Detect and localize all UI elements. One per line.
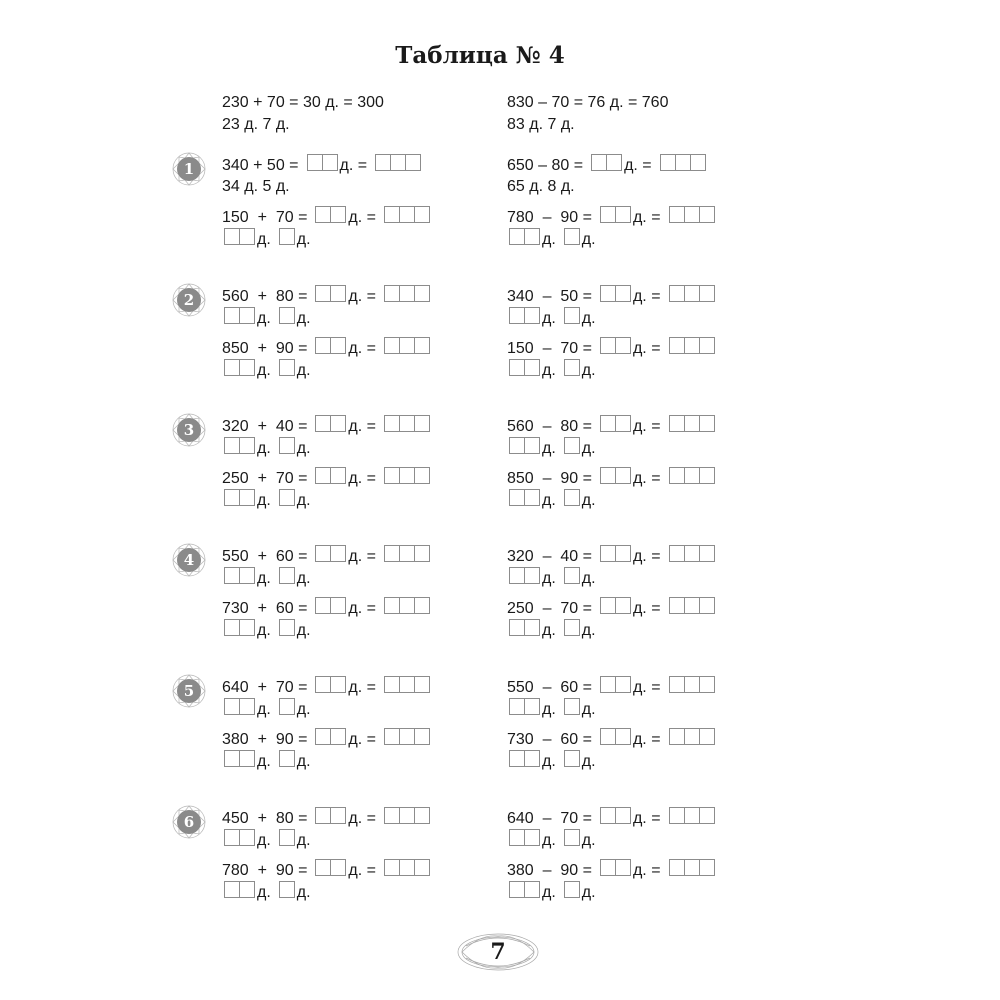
d-label: д. = xyxy=(348,679,376,696)
task-right-row2-decomposition xyxy=(507,882,596,904)
task1-right-equation xyxy=(507,155,708,177)
task-left-row2-decomposition xyxy=(222,751,311,773)
task-right-row2-equation xyxy=(507,338,717,360)
task-left-row1-decomposition xyxy=(222,568,311,590)
decomp-tens-boxes[interactable] xyxy=(224,829,255,853)
d-label: д. xyxy=(542,492,556,509)
decomp-units-box[interactable] xyxy=(564,228,580,252)
answer-result-boxes[interactable] xyxy=(384,545,430,569)
task-right-row1-decomposition xyxy=(507,699,596,721)
d-label: д. = xyxy=(632,470,661,487)
task-right-row1-decomposition xyxy=(507,830,596,852)
badge-number: 5 xyxy=(183,682,195,700)
answer-result-boxes[interactable] xyxy=(669,415,715,439)
answer-tens-boxes[interactable] xyxy=(600,807,631,831)
badge-number: 1 xyxy=(183,160,195,178)
d-label: д. xyxy=(296,701,311,718)
d-label: д. xyxy=(581,492,596,509)
decomp-tens-boxes[interactable] xyxy=(224,881,255,905)
task-right-row2-decomposition xyxy=(507,490,596,512)
decomp-units-box[interactable] xyxy=(279,489,295,513)
d-label: д. xyxy=(296,622,311,639)
task-right-row1-decomposition xyxy=(507,308,596,330)
task1b-right-decomposition xyxy=(507,229,596,251)
answer-tens-boxes[interactable] xyxy=(600,676,631,700)
decomp-units-box[interactable] xyxy=(564,307,580,331)
d-label: д. = xyxy=(632,600,661,617)
decomp-units-box[interactable] xyxy=(279,698,295,722)
task-left-row2-decomposition xyxy=(222,620,311,642)
d-label: д. xyxy=(581,310,596,327)
answer-result-boxes[interactable] xyxy=(384,285,430,309)
d-label: д. = xyxy=(348,288,376,305)
example-left-equation xyxy=(222,92,384,114)
answer-tens-boxes[interactable] xyxy=(315,285,346,309)
task1-right-sub xyxy=(507,176,575,198)
decomp-tens-boxes[interactable] xyxy=(224,359,255,383)
answer-tens-boxes[interactable] xyxy=(315,545,346,569)
answer-result-boxes[interactable] xyxy=(384,337,430,361)
task-left-row2-equation xyxy=(222,468,432,490)
decomp-tens-boxes[interactable] xyxy=(509,750,540,774)
answer-tens-boxes[interactable] xyxy=(600,728,631,752)
answer-result-boxes[interactable] xyxy=(384,807,430,831)
equation-text: 380 – 90 = xyxy=(507,862,592,879)
d-label: д. xyxy=(296,832,311,849)
task-left-row2-equation xyxy=(222,598,432,620)
d-label: д. xyxy=(542,570,556,587)
answer-result-boxes[interactable] xyxy=(384,597,430,621)
task-left-row2-decomposition xyxy=(222,360,311,382)
example-left-sub xyxy=(222,114,290,136)
answer-result-boxes[interactable] xyxy=(669,285,715,309)
decomp-tens-boxes[interactable] xyxy=(224,619,255,643)
equation-text: 550 + 60 = xyxy=(222,548,308,565)
decomp-units-box[interactable] xyxy=(279,307,295,331)
d-label: д. = xyxy=(348,862,376,879)
task-left-row1-equation xyxy=(222,677,432,699)
d-label: д. xyxy=(542,362,556,379)
task-left-row2-decomposition xyxy=(222,882,311,904)
answer-result-boxes[interactable] xyxy=(669,597,715,621)
task-left-row2-equation xyxy=(222,338,432,360)
equation-text: 560 + 80 = xyxy=(222,288,308,305)
page-title: Таблица № 4 xyxy=(395,42,565,69)
decomp-tens-boxes[interactable] xyxy=(224,437,255,461)
decomp-units-box[interactable] xyxy=(279,437,295,461)
decomp-tens-boxes[interactable] xyxy=(509,567,540,591)
d-label: д. = xyxy=(632,548,661,565)
task-number-badge xyxy=(172,674,206,708)
decomp-tens-boxes[interactable] xyxy=(509,698,540,722)
task-left-row1-equation xyxy=(222,416,432,438)
equation-text: 780 + 90 = xyxy=(222,862,308,879)
decomp-units-box[interactable] xyxy=(564,698,580,722)
task-right-row2-decomposition xyxy=(507,751,596,773)
d-label: д. = xyxy=(632,862,661,879)
answer-result-boxes[interactable] xyxy=(669,467,715,491)
decomp-units-box[interactable] xyxy=(564,567,580,591)
d-label: д. = xyxy=(632,810,661,827)
d-label: д. = xyxy=(632,340,661,357)
task1b-right-equation xyxy=(507,207,717,229)
decomp-tens-boxes[interactable] xyxy=(224,567,255,591)
answer-result-boxes[interactable] xyxy=(660,154,706,178)
d-label: д. xyxy=(296,884,311,901)
decomp-tens-boxes[interactable] xyxy=(509,359,540,383)
d-label: д. xyxy=(542,310,556,327)
decomp-tens-boxes[interactable] xyxy=(509,437,540,461)
d-label: д. xyxy=(581,622,596,639)
task-right-row1-equation xyxy=(507,416,717,438)
d-label: д. xyxy=(257,570,271,587)
equation-text: 550 – 60 = xyxy=(507,679,592,696)
d-label: д. = xyxy=(632,288,661,305)
task-number-badge xyxy=(172,152,206,186)
d-label: д. xyxy=(542,753,556,770)
d-label: д. = xyxy=(348,731,376,748)
d-label: д. xyxy=(296,570,311,587)
task1-left-equation xyxy=(222,155,423,177)
task-right-row1-equation xyxy=(507,546,717,568)
d-label: д. xyxy=(542,440,556,457)
answer-result-boxes[interactable] xyxy=(384,728,430,752)
answer-result-boxes[interactable] xyxy=(669,676,715,700)
equation-text: 450 + 80 = xyxy=(222,810,308,827)
equation-text: 730 – 60 = xyxy=(507,731,592,748)
decomp-tens-boxes[interactable] xyxy=(509,881,540,905)
d-label: д. = xyxy=(348,810,376,827)
task-left-row1-decomposition xyxy=(222,830,311,852)
answer-tens-boxes[interactable] xyxy=(315,415,346,439)
decomp-units-box[interactable] xyxy=(279,881,295,905)
task-left-row1-equation xyxy=(222,286,432,308)
d-label: д. = xyxy=(348,340,376,357)
badge-number: 6 xyxy=(183,813,195,831)
badge-number: 2 xyxy=(183,291,195,309)
equation-text: 850 + 90 = xyxy=(222,340,308,357)
decomp-units-box[interactable] xyxy=(564,619,580,643)
answer-result-boxes[interactable] xyxy=(375,154,421,178)
answer-tens-boxes[interactable] xyxy=(315,807,346,831)
decomp-units-box[interactable] xyxy=(279,228,295,252)
d-label: д. xyxy=(581,570,596,587)
answer-tens-boxes[interactable] xyxy=(315,728,346,752)
answer-result-boxes[interactable] xyxy=(384,467,430,491)
equation-text: 850 – 90 = xyxy=(507,470,592,487)
d-label: д. xyxy=(257,832,271,849)
answer-tens-boxes[interactable] xyxy=(600,206,631,230)
decomp-tens-boxes[interactable] xyxy=(224,698,255,722)
task1b-left-equation xyxy=(222,207,432,229)
equation-text: 780 – 90 = xyxy=(507,209,592,226)
d-label: д. = xyxy=(632,679,661,696)
answer-tens-boxes[interactable] xyxy=(600,285,631,309)
task1b-left-decomposition xyxy=(222,229,311,251)
example-right-equation xyxy=(507,92,668,114)
d-label: д. xyxy=(581,753,596,770)
d-label: д. xyxy=(296,753,311,770)
decomposition-text: 34 д. 5 д. xyxy=(222,178,290,195)
d-label: д. xyxy=(257,310,271,327)
badge-number: 3 xyxy=(183,421,195,439)
d-label: д. xyxy=(257,440,271,457)
answer-result-boxes[interactable] xyxy=(669,206,715,230)
badge-number: 4 xyxy=(183,551,195,569)
d-label: д. xyxy=(296,362,311,379)
task-left-row2-equation xyxy=(222,860,432,882)
d-label: д. xyxy=(296,440,311,457)
decomp-units-box[interactable] xyxy=(564,829,580,853)
d-label: д. xyxy=(257,884,271,901)
d-label: д. xyxy=(257,701,271,718)
equation-text: 560 – 80 = xyxy=(507,418,592,435)
task-left-row1-decomposition xyxy=(222,308,311,330)
example-right-sub xyxy=(507,114,575,136)
d-label: д. xyxy=(296,492,311,509)
answer-result-boxes[interactable] xyxy=(669,807,715,831)
decomp-units-box[interactable] xyxy=(279,829,295,853)
task-right-row2-equation xyxy=(507,468,717,490)
task-right-row2-equation xyxy=(507,860,717,882)
equation-text: 150 – 70 = xyxy=(507,340,592,357)
d-label: д. xyxy=(581,832,596,849)
d-label: д. xyxy=(257,492,271,509)
d-label: д. = xyxy=(624,157,652,174)
answer-result-boxes[interactable] xyxy=(669,545,715,569)
answer-tens-boxes[interactable] xyxy=(315,859,346,883)
decomp-units-box[interactable] xyxy=(564,437,580,461)
answer-tens-boxes[interactable] xyxy=(315,337,346,361)
decomp-tens-boxes[interactable] xyxy=(509,619,540,643)
answer-tens-boxes[interactable] xyxy=(600,467,631,491)
equation-text: 340 + 50 = xyxy=(222,157,299,174)
equation-text: 730 + 60 = xyxy=(222,600,308,617)
example-right-sub-text: 83 д. 7 д. xyxy=(507,116,575,133)
d-label: д. xyxy=(542,231,556,248)
d-label: д. = xyxy=(348,418,376,435)
task-right-row1-equation xyxy=(507,677,717,699)
equation-text: 250 + 70 = xyxy=(222,470,308,487)
d-label: д. xyxy=(581,701,596,718)
decomp-units-box[interactable] xyxy=(564,881,580,905)
decomp-units-box[interactable] xyxy=(279,750,295,774)
task-number-badge xyxy=(172,413,206,447)
task-left-row2-equation xyxy=(222,729,432,751)
answer-result-boxes[interactable] xyxy=(669,859,715,883)
answer-tens-boxes[interactable] xyxy=(591,154,622,178)
answer-tens-boxes[interactable] xyxy=(307,154,338,178)
equation-text: 640 + 70 = xyxy=(222,679,308,696)
equation-text: 320 + 40 = xyxy=(222,418,308,435)
answer-tens-boxes[interactable] xyxy=(315,467,346,491)
task-left-row1-decomposition xyxy=(222,699,311,721)
d-label: д. xyxy=(296,310,311,327)
decomp-units-box[interactable] xyxy=(279,567,295,591)
decomp-units-box[interactable] xyxy=(564,489,580,513)
equation-text: 380 + 90 = xyxy=(222,731,308,748)
d-label: д. xyxy=(257,753,271,770)
decomp-tens-boxes[interactable] xyxy=(224,750,255,774)
task-right-row1-decomposition xyxy=(507,568,596,590)
task-number-badge xyxy=(172,283,206,317)
example-right-text: 830 – 70 = 76 д. = 760 xyxy=(507,94,669,111)
d-label: д. = xyxy=(348,600,376,617)
task-number-badge xyxy=(172,805,206,839)
d-label: д. xyxy=(542,701,556,718)
task-right-row2-decomposition xyxy=(507,360,596,382)
d-label: д. xyxy=(542,832,556,849)
task-right-row1-decomposition xyxy=(507,438,596,460)
decomp-units-box[interactable] xyxy=(279,359,295,383)
d-label: д. = xyxy=(339,157,368,174)
d-label: д. xyxy=(257,622,271,639)
decomp-tens-boxes[interactable] xyxy=(509,228,540,252)
answer-result-boxes[interactable] xyxy=(384,859,430,883)
decomp-tens-boxes[interactable] xyxy=(509,489,540,513)
answer-result-boxes[interactable] xyxy=(384,676,430,700)
d-label: д. xyxy=(257,231,271,248)
decomp-tens-boxes[interactable] xyxy=(224,228,255,252)
task-left-row1-equation xyxy=(222,808,432,830)
answer-result-boxes[interactable] xyxy=(669,337,715,361)
task1-left-sub xyxy=(222,176,290,198)
equation-text: 640 – 70 = xyxy=(507,810,592,827)
decomp-units-box[interactable] xyxy=(279,619,295,643)
equation-text: 150 + 70 = xyxy=(222,209,308,226)
answer-tens-boxes[interactable] xyxy=(600,545,631,569)
decomposition-text: 65 д. 8 д. xyxy=(507,178,575,195)
answer-tens-boxes[interactable] xyxy=(315,206,346,230)
answer-tens-boxes[interactable] xyxy=(600,337,631,361)
decomp-units-box[interactable] xyxy=(564,750,580,774)
d-label: д. xyxy=(581,440,596,457)
task-left-row1-decomposition xyxy=(222,438,311,460)
task-left-row2-decomposition xyxy=(222,490,311,512)
task-right-row2-decomposition xyxy=(507,620,596,642)
d-label: д. xyxy=(581,884,596,901)
example-left-text: 230 + 70 = 30 д. = 300 xyxy=(222,94,384,111)
page-number: 7 xyxy=(490,939,506,965)
equation-text: 340 – 50 = xyxy=(507,288,592,305)
equation-text: 250 – 70 = xyxy=(507,600,592,617)
d-label: д. = xyxy=(632,731,661,748)
task-right-row1-equation xyxy=(507,286,717,308)
example-left-sub-text: 23 д. 7 д. xyxy=(222,116,290,133)
d-label: д. xyxy=(581,362,596,379)
d-label: д. = xyxy=(348,548,376,565)
decomp-tens-boxes[interactable] xyxy=(224,489,255,513)
d-label: д. = xyxy=(348,209,376,226)
decomp-units-box[interactable] xyxy=(564,359,580,383)
d-label: д. xyxy=(257,362,271,379)
d-label: д. = xyxy=(632,209,661,226)
d-label: д. xyxy=(581,231,596,248)
answer-tens-boxes[interactable] xyxy=(600,415,631,439)
task-right-row2-equation xyxy=(507,598,717,620)
task-right-row2-equation xyxy=(507,729,717,751)
answer-tens-boxes[interactable] xyxy=(600,859,631,883)
decomp-tens-boxes[interactable] xyxy=(509,307,540,331)
answer-tens-boxes[interactable] xyxy=(315,597,346,621)
d-label: д. xyxy=(542,622,556,639)
task-number-badge xyxy=(172,543,206,577)
task-right-row1-equation xyxy=(507,808,717,830)
answer-result-boxes[interactable] xyxy=(384,206,430,230)
answer-tens-boxes[interactable] xyxy=(315,676,346,700)
d-label: д. xyxy=(542,884,556,901)
answer-result-boxes[interactable] xyxy=(384,415,430,439)
decomp-tens-boxes[interactable] xyxy=(224,307,255,331)
d-label: д. = xyxy=(632,418,661,435)
equation-text: 650 – 80 = xyxy=(507,157,584,174)
equation-text: 320 – 40 = xyxy=(507,548,592,565)
decomp-tens-boxes[interactable] xyxy=(509,829,540,853)
answer-tens-boxes[interactable] xyxy=(600,597,631,621)
task-left-row1-equation xyxy=(222,546,432,568)
answer-result-boxes[interactable] xyxy=(669,728,715,752)
d-label: д. xyxy=(296,231,311,248)
d-label: д. = xyxy=(348,470,376,487)
page-number-ornament xyxy=(456,932,540,972)
